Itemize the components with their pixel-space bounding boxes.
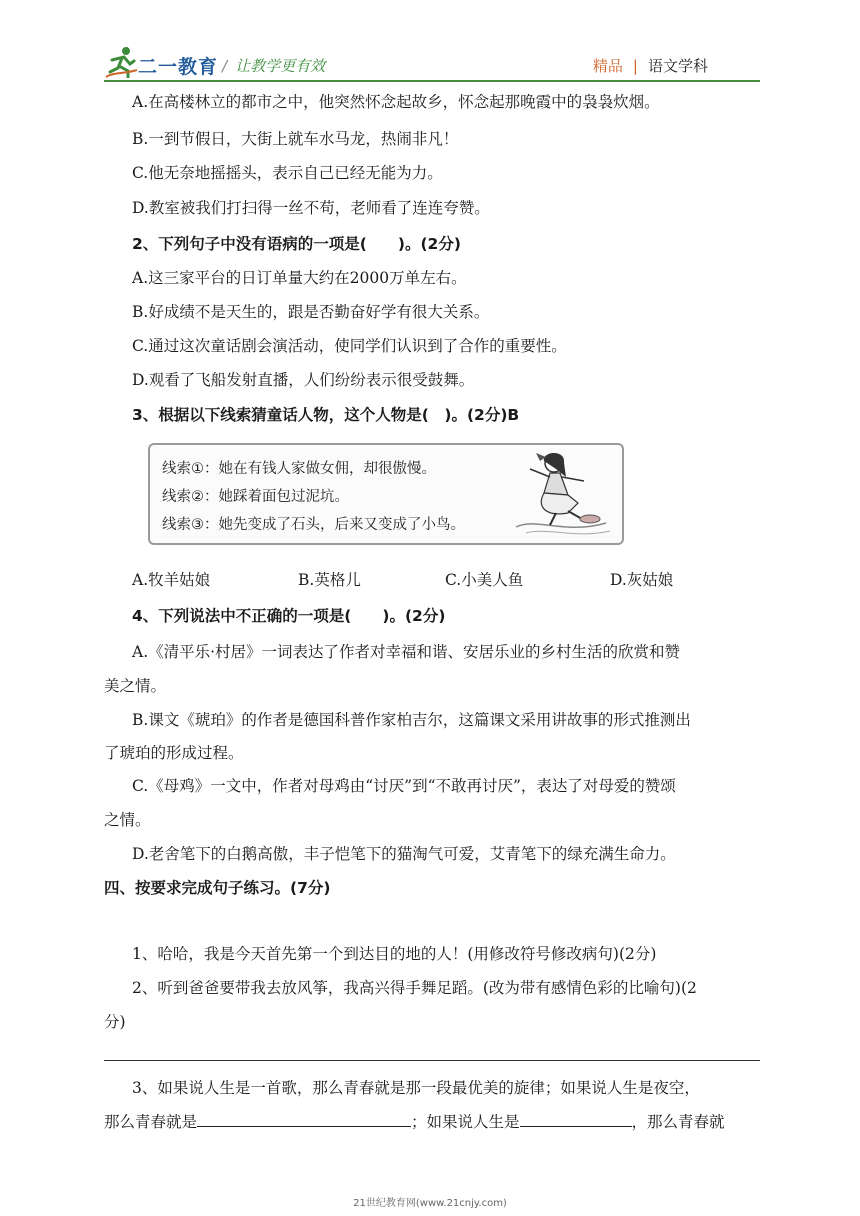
clue-box bbox=[148, 443, 624, 545]
header-right bbox=[593, 55, 708, 76]
s4-item-2-line1: 2、听到爸爸要带我去放风筝，我高兴得手舞足蹈。(改为带有感情色彩的比喻句)(2 bbox=[132, 979, 697, 997]
q1-option-a: A.在高楼林立的都市之中，他突然怀念起故乡，怀念起那晚霞中的袅袅炊烟。 bbox=[132, 93, 660, 111]
q4-option-b-line2: 了琥珀的形成过程。 bbox=[104, 744, 244, 762]
q3-option-a: A.牧羊姑娘 bbox=[132, 571, 211, 589]
q4-option-d: D.老舍笔下的白鹅高傲，丰子恺笔下的猫淘气可爱，艾青笔下的绿充满生命力。 bbox=[132, 845, 676, 863]
q4-option-c-line2: 之情。 bbox=[104, 811, 151, 829]
s4-item-3-text-3: ，那么青春就 bbox=[631, 1113, 725, 1131]
answer-line bbox=[104, 1060, 760, 1061]
s4-item-3-line2 bbox=[104, 1110, 725, 1132]
quality-tag: 精品 bbox=[592, 57, 623, 75]
page-header bbox=[0, 0, 860, 90]
fill-blank-2[interactable] bbox=[520, 1112, 632, 1127]
slogan-text: 让教学更有效 bbox=[235, 57, 326, 75]
q1-option-b: B.一到节假日，大街上就车水马龙，热闹非凡！ bbox=[132, 130, 459, 148]
clue-1: 线索①：她在有钱人家做女佣，却很傲慢。 bbox=[162, 461, 436, 477]
logo-text: 二一教育 bbox=[138, 56, 219, 78]
s4-item-2-line2: 分) bbox=[104, 1013, 126, 1031]
runner-logo-icon bbox=[104, 44, 138, 78]
q1-option-c: C.他无奈地摇摇头，表示自己已经无能为力。 bbox=[132, 164, 443, 182]
s4-item-1: 1、哈哈，我是今天首先第一个到达目的地的人！(用修改符号修改病句)(2分) bbox=[132, 945, 657, 963]
s4-item-3-line1: 3、如果说人生是一首歌，那么青春就是那一段最优美的旋律；如果说人生是夜空， bbox=[132, 1079, 700, 1097]
q4-option-a-line2: 美之情。 bbox=[104, 677, 167, 695]
q4-option-a-line1: A.《清平乐·村居》一词表达了作者对幸福和谐、安居乐业的乡村生活的欣赏和赞 bbox=[132, 643, 681, 661]
q4-prompt: 4、下列说法中不正确的一项是( )。(2分) bbox=[132, 607, 446, 625]
logo bbox=[104, 44, 224, 80]
s4-item-3-text-2: ；如果说人生是 bbox=[411, 1113, 520, 1131]
q2-option-d: D.观看了飞船发射直播，人们纷纷表示很受鼓舞。 bbox=[132, 371, 475, 389]
header-slogan: / 让教学更有效 bbox=[222, 57, 326, 75]
section-4-title: 四、按要求完成句子练习。(7分) bbox=[104, 879, 331, 897]
q4-option-c-line1: C.《母鸡》一文中，作者对母鸡由“讨厌”到“不敢再讨厌”，表达了对母爱的赞颂 bbox=[132, 777, 676, 795]
fill-blank-1[interactable] bbox=[197, 1112, 411, 1127]
header-divider bbox=[104, 80, 760, 82]
girl-illustration-icon bbox=[506, 447, 616, 539]
q2-option-a: A.这三家平台的日订单量大约在2000万单左右。 bbox=[132, 269, 467, 287]
q4-option-b-line1: B.课文《琥珀》的作者是德国科普作家柏吉尔，这篇课文采用讲故事的形式推测出 bbox=[132, 711, 691, 729]
header-separator: | bbox=[632, 57, 638, 75]
q1-option-d: D.教室被我们打扫得一丝不苟，老师看了连连夸赞。 bbox=[132, 199, 490, 217]
q3-prompt: 3、根据以下线索猜童话人物，这个人物是( )。(2分)B bbox=[132, 406, 520, 424]
q3-option-d: D.灰姑娘 bbox=[610, 571, 674, 589]
clue-3: 线索③：她先变成了石头，后来又变成了小鸟。 bbox=[162, 517, 465, 533]
q2-option-c: C.通过这次童话剧会演活动，使同学们认识到了合作的重要性。 bbox=[132, 337, 567, 355]
clue-2: 线索②：她踩着面包过泥坑。 bbox=[162, 489, 349, 505]
q3-option-c: C.小美人鱼 bbox=[445, 571, 524, 589]
q3-option-b: B.英格儿 bbox=[298, 571, 361, 589]
subject-label: 语文学科 bbox=[647, 57, 708, 75]
q2-option-b: B.好成绩不是天生的，跟是否勤奋好学有很大关系。 bbox=[132, 303, 490, 321]
page-footer: 21世纪教育网(www.21cnjy.com) bbox=[353, 1198, 507, 1209]
q2-prompt: 2、下列句子中没有语病的一项是( )。(2分) bbox=[132, 235, 461, 253]
s4-item-3-text-1: 那么青春就是 bbox=[104, 1113, 198, 1131]
